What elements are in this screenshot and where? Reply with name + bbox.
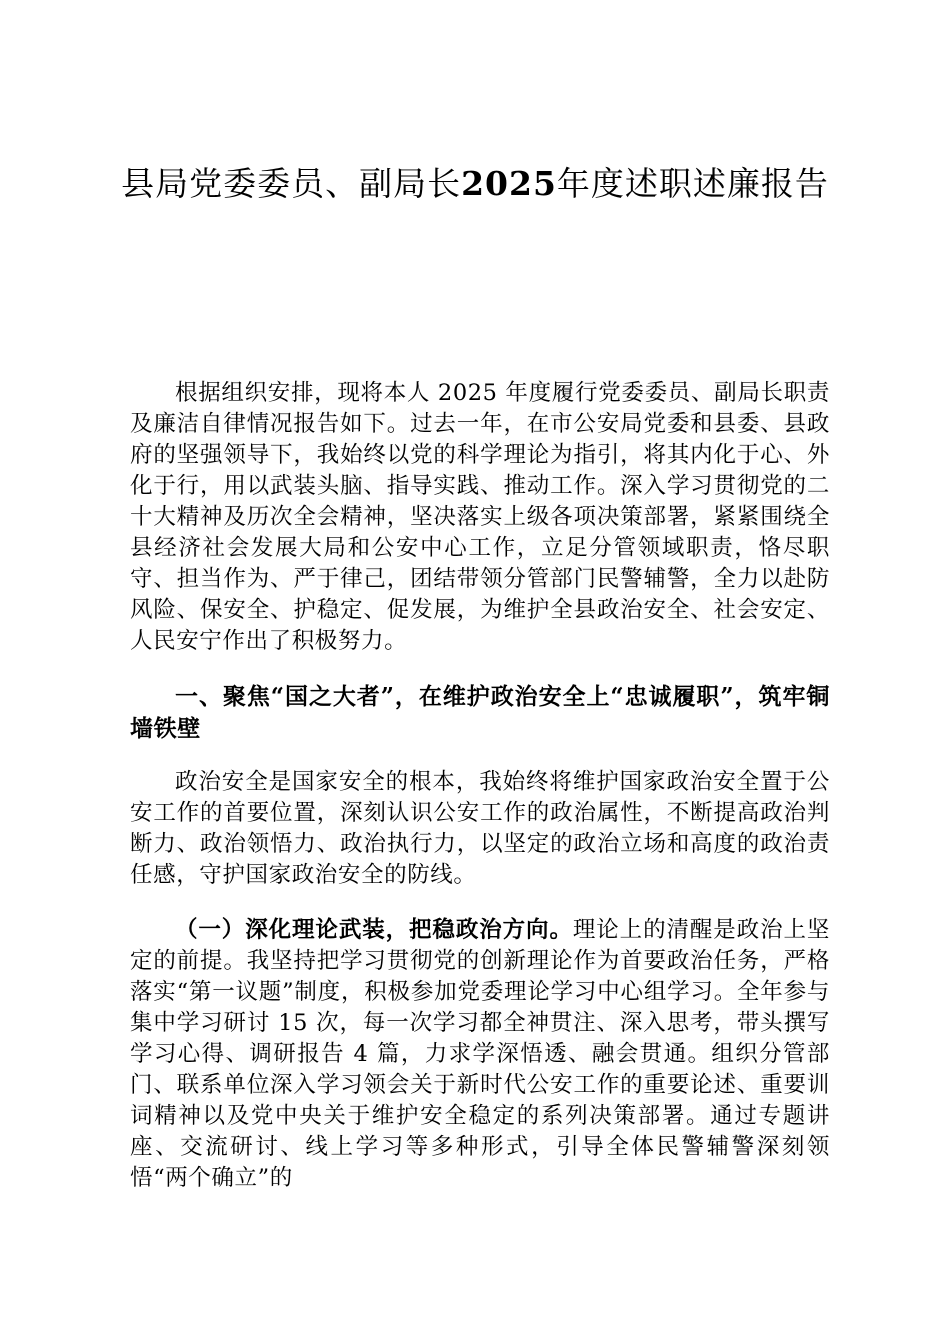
document-body: [130, 378, 830, 1218]
document-title: [120, 160, 830, 208]
title-part1: 县局党委委员、副局长: [121, 164, 462, 203]
section1-paragraph: 政治安全是国家安全的根本，我始终将维护国家政治安全置于公安工作的首要位置，深刻认识公安工作的政治属性，不断提高政治判断力、政治领悟力、政治执行力，以坚定的政治立场和高度的政治责任感，守护国家政治安全的防线。: [130, 769, 830, 888]
section-heading-1: 一、聚焦“国之大者”，在维护政治安全上“忠诚履职”，筑牢铜墙铁壁: [130, 683, 830, 742]
subsection-heading-1: （一）深化理论武装，把稳政治方向。: [175, 917, 573, 943]
subsection-paragraph-1: [130, 915, 830, 1194]
intro-paragraph: 根据组织安排，现将本人 2025 年度履行党委委员、副局长职责及廉洁自律情况报告如下。过去一年，在市公安局党委和县委、县政府的坚强领导下，我始终以党的科学理论为指引，将其内化于心、外化于行，用以武装头脑、指导实践、推动工作。深入学习贯彻党的二十大精神及历次全会精神，坚决落实上级各项决策部署，紧紧围绕全县经济社会发展大局和公安中心工作，立足分管领域职责，恪尽职守、担当作为、严于律己，团结带领分管部门民警辅警，全力以赴防风险、保安全、护稳定、促发展，为维护全县政治安全、社会安定、人民安宁作出了积极努力。: [130, 380, 830, 654]
title-part2: 年度述职述廉报告: [556, 164, 829, 203]
subsection-text-1: 理论上的清醒是政治上坚定的前提。我坚持把学习贯彻党的创新理论作为首要政治任务，严格落实“第一议题”制度，积极参加党委理论学习中心组学习。全年参与集中学习研讨 15 次，每一次学习都全神贯注、深入思考，带头撰写学习心得、调研报告 4 篇，力求学深悟透、融会贯通。组织分管部门、联系单位深入学习领会关于新时代公安工作的重要论述、重要训词精神以及党中央关于维护安全稳定的系列决策部署。通过专题讲座、交流研讨、线上学习等多种形式，引导全体民警辅警深刻领悟“两个确立”的: [130, 917, 830, 1191]
title-year: 2025: [461, 164, 557, 203]
